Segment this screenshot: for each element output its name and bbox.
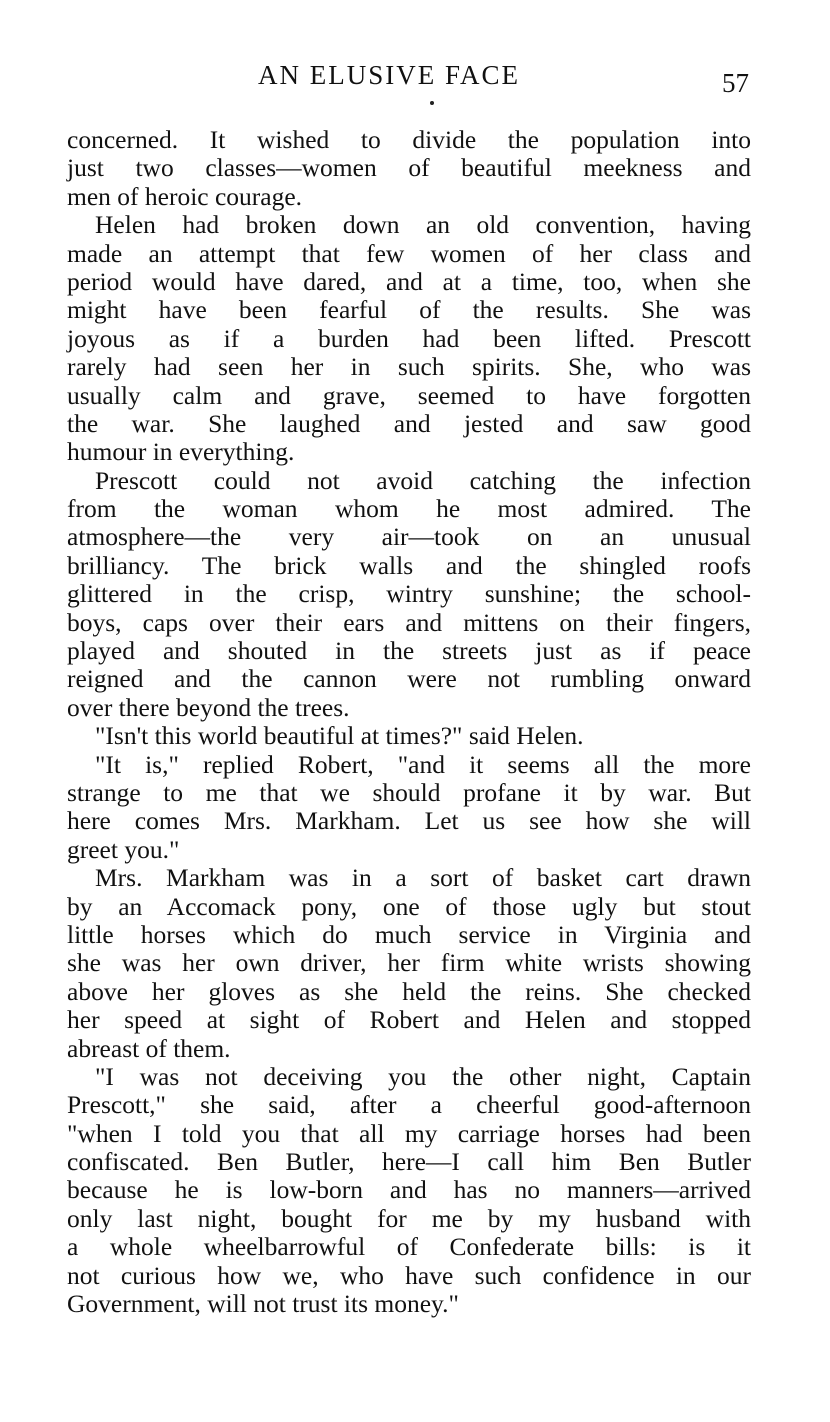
text-line: might have been fearful of the results. She was: [67, 295, 751, 325]
running-head: [0, 60, 830, 100]
text-line: period would have dared, and at a time, too, when she: [67, 266, 751, 296]
page-number: 57: [722, 68, 749, 98]
text-line: just two classes—women of beautiful meekness and: [67, 153, 751, 183]
text-line: usually calm and grave, seemed to have forgotten: [67, 380, 751, 410]
body-text: [67, 126, 751, 1318]
paragraph: [67, 722, 751, 750]
text-line: "Isn't this world beautiful at times?" said Helen.: [95, 721, 584, 751]
text-line: abreast of them.: [67, 1033, 231, 1063]
text-line: played and shouted in the streets just as if peace: [67, 636, 751, 666]
text-line: from the woman whom he most admired. The: [67, 494, 751, 524]
text-line: confiscated. Ben Butler, here—I call him Ben Butler: [67, 1147, 751, 1177]
text-line: "It is," replied Robert, "and it seems all the more: [95, 749, 751, 779]
print-speck: [430, 101, 434, 105]
text-line: Prescott could not avoid catching the infection: [95, 465, 751, 495]
text-line: little horses which do much service in Virginia and: [67, 919, 751, 949]
text-line: her speed at sight of Robert and Helen and stopped: [67, 1005, 751, 1035]
text-line: above her gloves as she held the reins. She checked: [67, 976, 751, 1006]
text-line: strange to me that we should profane it by war. But: [67, 777, 751, 807]
text-line: rarely had seen her in such spirits. She, who was: [67, 352, 751, 382]
text-line: only last night, bought for me by my husband with: [67, 1203, 751, 1233]
text-line: made an attempt that few women of her class and: [67, 238, 751, 268]
text-line: because he is low-born and has no manners—arrived: [67, 1175, 751, 1205]
text-line: brilliancy. The brick walls and the shingled roofs: [67, 550, 751, 580]
text-line: Prescott," she said, after a cheerful good-afternoon: [67, 1090, 751, 1120]
text-line: here comes Mrs. Markham. Let us see how she will: [67, 806, 751, 836]
text-line: "I was not deceiving you the other night, Captain: [95, 1061, 751, 1091]
paragraph: [67, 864, 751, 1063]
paragraph: [67, 211, 751, 467]
text-line: concerned. It wished to divide the population into: [67, 125, 751, 154]
text-line: glittered in the crisp, wintry sunshine; the school-: [67, 579, 751, 609]
paragraph: [67, 1063, 751, 1319]
text-line: Government, will not trust its money.": [67, 1289, 459, 1319]
text-line: a whole wheelbarrowful of Confederate bills: is it: [67, 1232, 751, 1262]
text-line: atmosphere—the very air—took on an unusual: [67, 522, 751, 552]
text-line: "when I told you that all my carriage horses had been: [67, 1118, 751, 1148]
text-line: humour in everything.: [67, 437, 295, 467]
paragraph: [67, 467, 751, 723]
paragraph: [67, 126, 751, 211]
text-line: greet you.": [67, 834, 180, 864]
text-line: the war. She laughed and jested and saw good: [67, 408, 751, 438]
text-line: reigned and the cannon were not rumbling onward: [67, 664, 751, 694]
text-line: Mrs. Markham was in a sort of basket cart drawn: [95, 863, 751, 893]
text-line: men of heroic courage.: [67, 181, 303, 211]
text-line: not curious how we, who have such confidence in our: [67, 1260, 751, 1290]
text-line: Helen had broken down an old convention, having: [95, 210, 751, 240]
running-title: AN ELUSIVE FACE: [258, 60, 520, 90]
text-line: joyous as if a burden had been lifted. Prescott: [67, 323, 751, 353]
text-line: she was her own driver, her firm white wrists showing: [67, 948, 751, 978]
text-line: by an Accomack pony, one of those ugly but stout: [67, 891, 751, 921]
text-line: over there beyond the trees.: [67, 692, 350, 722]
text-line: boys, caps over their ears and mittens on their fingers,: [67, 607, 751, 637]
paragraph: [67, 751, 751, 865]
